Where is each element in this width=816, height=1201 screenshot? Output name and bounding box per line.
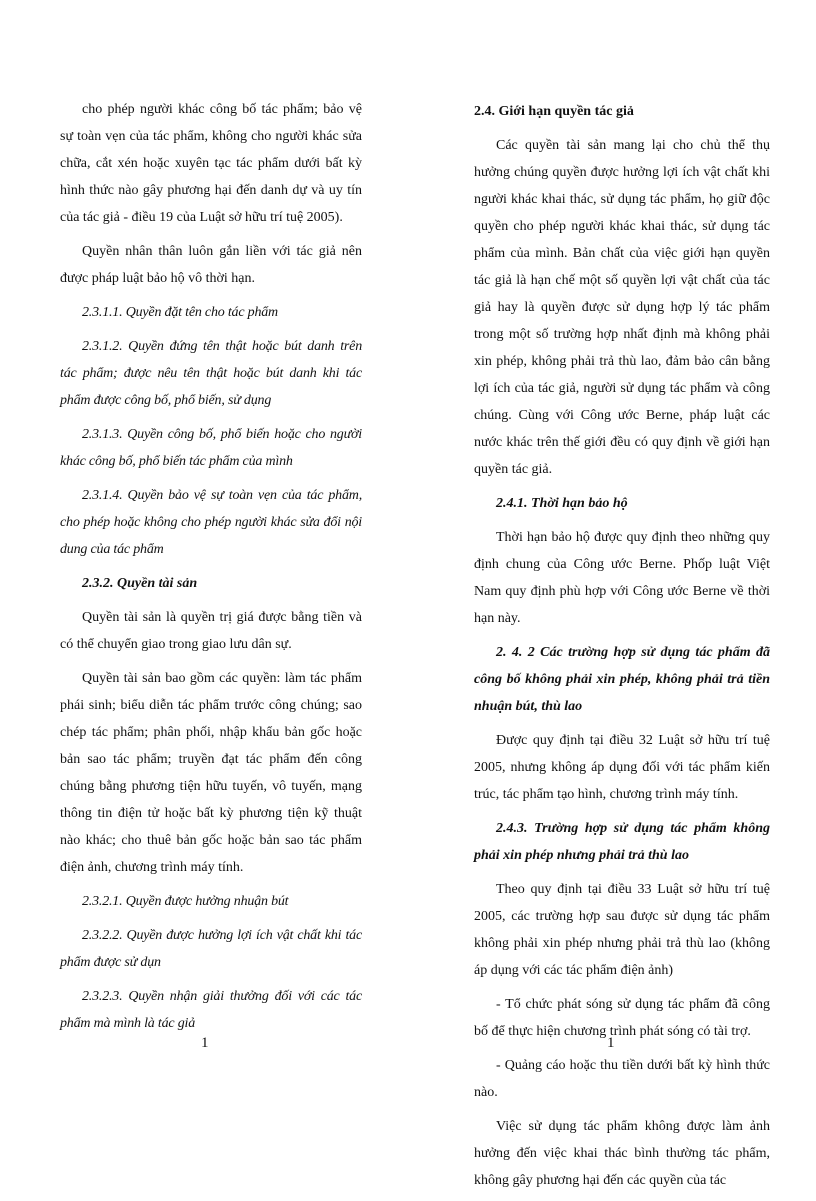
section-heading: 2.4. Giới hạn quyền tác giả bbox=[474, 104, 634, 119]
left-page-column bbox=[60, 96, 362, 1044]
section-heading: 2. 4. 2 Các trường hợp sử dụng tác phẩm đã công bố không phải xin phép, không phải trả tiền nhuận bút, thù lao bbox=[474, 645, 770, 714]
body-paragraph: Thời hạn bảo hộ được quy định theo những quy định chung của Công ước Berne. Phốp luật Việt Nam quy định phù hợp với Công ước Berne về thời hạn này. bbox=[474, 530, 770, 626]
subsection-heading: 2.3.2.3. Quyền nhận giải thưởng đối với các tác phẩm mà mình là tác giả bbox=[60, 989, 362, 1031]
subsection-heading: 2.3.2.1. Quyền được hưởng nhuận bút bbox=[82, 894, 289, 909]
body-paragraph: Việc sử dụng tác phẩm không được làm ảnh hưởng đến việc khai thác bình thường tác phẩm, không gây phương hại đến các quyền của tác bbox=[474, 1119, 770, 1188]
body-paragraph: - Quảng cáo hoặc thu tiền dưới bất kỳ hình thức nào. bbox=[474, 1058, 770, 1100]
section-heading: 2.4.3. Trường hợp sử dụng tác phẩm không phải xin phép nhưng phải trả thù lao bbox=[474, 821, 770, 863]
body-paragraph: Các quyền tài sản mang lại cho chủ thể thụ hưởng chúng quyền được hưởng lợi ích vật chất khi người khác khai thác, sử dụng tác phẩm, họ giữ độc quyền cho phép người khác khai thác, sử dụng tác phẩm của mình. Bản chất của việc giới hạn quyền tác giả là hạn chế một số quyền lợi vật chất của tác giả hay là quyền được sử dụng hợp lý tác phẩm trong một số trường hợp nhất định mà không phải xin phép, không phải trả thù lao, đảm bảo cân bằng lợi ích của tác giả, người sử dụng tác phẩm và công chúng. Cùng với Công ước Berne, pháp luật các nước khác trên thế giới đều có quy định về giới hạn quyền tác giả. bbox=[474, 138, 770, 477]
page-number: 1 bbox=[201, 1035, 209, 1051]
subsection-heading: 2.3.2.2. Quyền được hưởng lợi ích vật chất khi tác phẩm được sử dụn bbox=[60, 928, 362, 970]
body-paragraph: Quyền tài sản bao gồm các quyền: làm tác phẩm phái sinh; biểu diễn tác phẩm trước công chúng; sao chép tác phẩm; phân phối, nhập khẩu bản gốc hoặc bản sao tác phẩm; truyền đạt tác phẩm đến công chúng bằng phương tiện hữu tuyến, vô tuyến, mạng thông tin điện tử hoặc bất kỳ phương tiện kỹ thuật nào khác; cho thuê bản gốc hoặc bản sao tác phẩm điện ảnh, chương trình máy tính. bbox=[60, 671, 362, 875]
subsection-heading: 2.3.1.2. Quyền đứng tên thật hoặc bút danh trên tác phẩm; được nêu tên thật hoặc bút danh khi tác phẩm được công bố, phổ biến, sử dụng bbox=[60, 339, 362, 408]
right-page-column bbox=[474, 98, 770, 1201]
subsection-heading: 2.3.1.4. Quyền bảo vệ sự toàn vẹn của tác phẩm, cho phép hoặc không cho phép người khác sửa đổi nội dung của tác phẩm bbox=[60, 488, 362, 557]
section-heading: 2.4.1. Thời hạn bảo hộ bbox=[496, 496, 628, 511]
section-heading: 2.3.2. Quyền tài sản bbox=[82, 576, 198, 591]
body-paragraph: Theo quy định tại điều 33 Luật sở hữu trí tuệ 2005, các trường hợp sau được sử dụng tác phẩm không phải xin phép nhưng phải trả thù lao (không áp dụng với các tác phẩm điện ảnh) bbox=[474, 882, 770, 978]
body-paragraph: - Tổ chức phát sóng sử dụng tác phẩm đã công bố để thực hiện chương trình phát sóng có tài trợ. bbox=[474, 997, 770, 1039]
body-paragraph: cho phép người khác công bố tác phẩm; bảo vệ sự toàn vẹn của tác phẩm, không cho người khác sửa chữa, cắt xén hoặc xuyên tạc tác phẩm dưới bất kỳ hình thức nào gây phương hại đến danh dự và uy tín của tác giả - điều 19 của Luật sở hữu trí tuệ 2005). bbox=[60, 102, 362, 225]
body-paragraph: Được quy định tại điều 32 Luật sở hữu trí tuệ 2005, nhưng không áp dụng đối với tác phẩm kiến trúc, tác phẩm tạo hình, chương trình máy tính. bbox=[474, 733, 770, 802]
body-paragraph: Quyền nhân thân luôn gắn liền với tác giả nên được pháp luật bảo hộ vô thời hạn. bbox=[60, 244, 362, 286]
subsection-heading: 2.3.1.3. Quyền công bố, phổ biến hoặc cho người khác công bố, phổ biến tác phẩm của mình bbox=[60, 427, 362, 469]
subsection-heading: 2.3.1.1. Quyền đặt tên cho tác phẩm bbox=[82, 305, 278, 320]
body-paragraph: Quyền tài sản là quyền trị giá được bằng tiền và có thể chuyển giao trong giao lưu dân sự. bbox=[60, 610, 362, 652]
page-number: 1 bbox=[607, 1035, 615, 1051]
